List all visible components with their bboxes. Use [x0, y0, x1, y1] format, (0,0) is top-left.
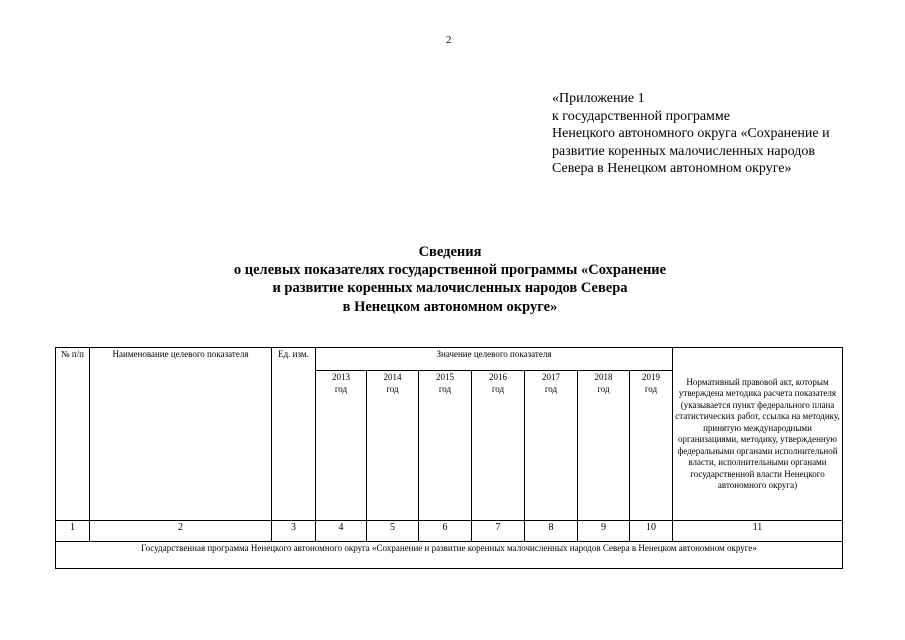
year-unit: год — [597, 383, 610, 394]
page-number: 2 — [446, 34, 452, 46]
year-header — [578, 371, 630, 521]
title-line: в Ненецком автономном округе» — [342, 298, 558, 315]
year-unit: год — [386, 383, 399, 394]
appendix-line: «Приложение 1 — [552, 91, 645, 106]
header-unit: Ед. изм. — [272, 348, 316, 521]
year-value: 2013 — [332, 372, 350, 382]
column-number: 11 — [673, 521, 843, 542]
appendix-line: Севера в Ненецком автономном округе» — [552, 161, 792, 177]
column-number: 9 — [578, 521, 630, 542]
header-indicator-name: Наименование целевого показателя — [90, 348, 272, 521]
year-header — [367, 371, 419, 521]
column-number: 2 — [90, 521, 272, 542]
year-unit: год — [644, 383, 658, 394]
program-title-cell: Государственная программа Ненецкого автономного округа «Сохранение и развитие коренных малочисленных народов Севера в Ненецком автономном округе» — [56, 542, 843, 569]
column-number-row — [56, 521, 843, 542]
column-number: 1 — [56, 521, 90, 542]
column-number: 3 — [272, 521, 316, 542]
column-number: 4 — [316, 521, 367, 542]
document-title — [150, 243, 750, 316]
year-header — [316, 371, 367, 521]
indicators-table — [55, 347, 843, 569]
year-unit: год — [491, 383, 505, 394]
title-line: о целевых показателях государственной программы «Сохранение — [233, 262, 667, 279]
header-num: № п/п — [56, 348, 90, 521]
year-value: 2015 — [436, 372, 454, 382]
appendix-line: развитие коренных малочисленных народов — [552, 143, 815, 159]
table-header-row — [56, 348, 843, 371]
year-unit: год — [334, 383, 348, 394]
program-row — [56, 542, 843, 569]
title-line: и развитие коренных малочисленных народов Севера — [272, 280, 628, 297]
column-number: 5 — [367, 521, 419, 542]
year-header — [472, 371, 525, 521]
appendix-block — [552, 90, 830, 178]
column-number: 6 — [419, 521, 472, 542]
year-header — [525, 371, 578, 521]
header-values: Значение целевого показателя — [316, 348, 673, 371]
year-value: 2018 — [594, 372, 613, 382]
appendix-line: к государственной программе — [552, 108, 730, 124]
year-value: 2017 — [542, 372, 560, 382]
year-value: 2014 — [383, 372, 402, 382]
year-value: 2016 — [489, 372, 507, 382]
year-header — [419, 371, 472, 521]
title-line: Сведения — [418, 244, 482, 260]
year-header — [630, 371, 673, 521]
column-number: 10 — [630, 521, 673, 542]
header-legal-act: Нормативный правовой акт, которым утверждена методика расчета показателя (указывается пункт федерального плана статистических работ, ссылка на методику, принятую международными организациями, методику, утвержденную федеральными органами исполнительной власти, исполнительными органами государственной власти Ненецкого автономного округа) — [673, 348, 843, 521]
column-number: 7 — [472, 521, 525, 542]
appendix-line: Ненецкого автономного округа «Сохранение и — [552, 126, 830, 142]
year-unit: год — [438, 383, 452, 394]
year-value: 2019 — [642, 372, 660, 382]
year-unit: год — [544, 383, 558, 394]
column-number: 8 — [525, 521, 578, 542]
